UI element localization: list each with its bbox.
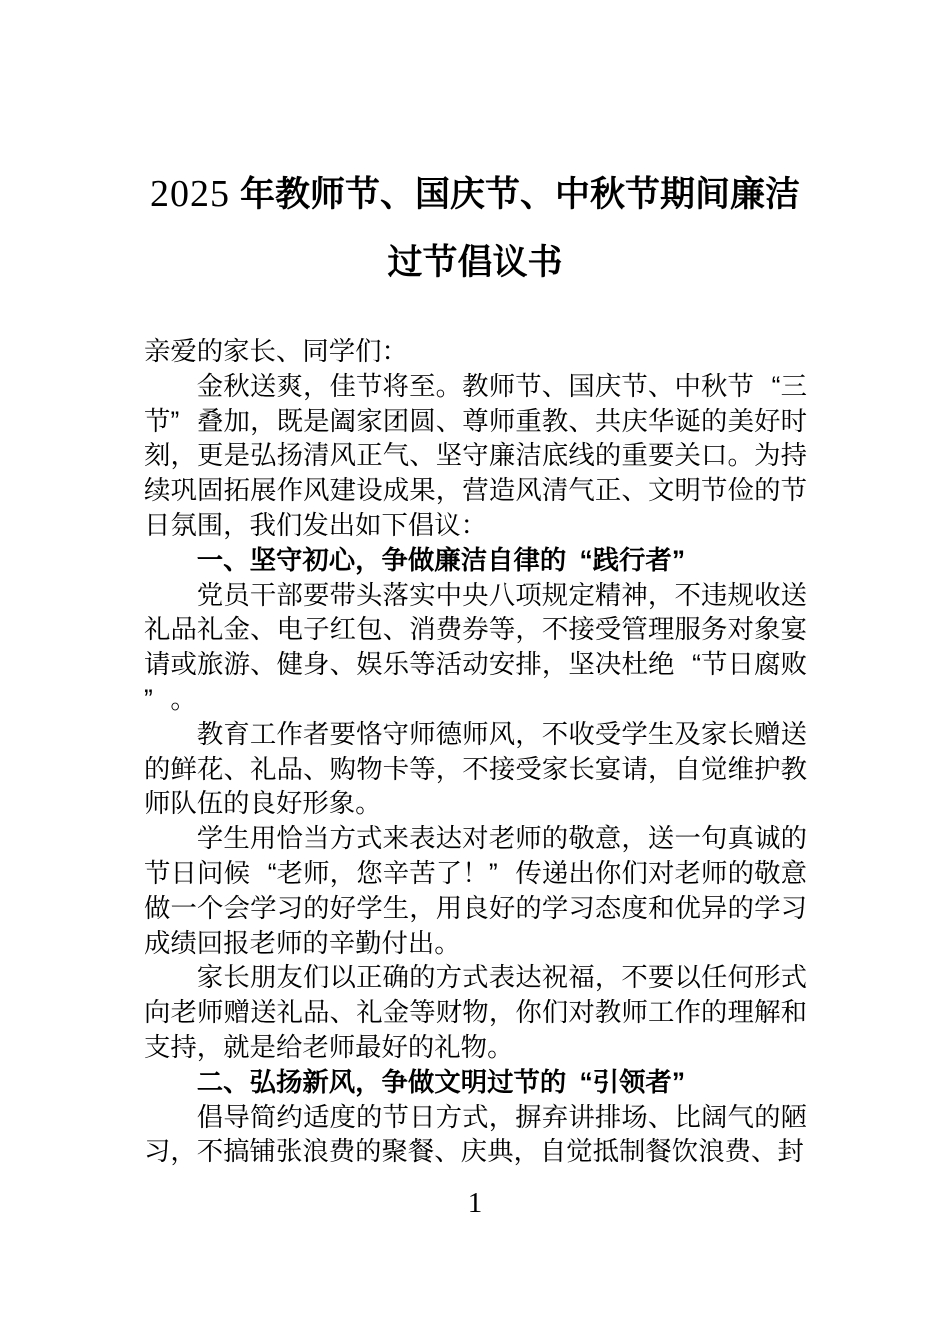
body-paragraph: 教育工作者要恪守师德师风，不收受学生及家长赠送的鲜花、礼品、购物卡等，不接受家长宴请，自觉维护教师队伍的良好形象。 xyxy=(144,718,807,819)
section-heading: 二、弘扬新风，争做文明过节的 “引领者” xyxy=(144,1065,807,1100)
body-paragraph: 倡导简约适度的节日方式，摒弃讲排场、比阔气的陋习，不搞铺张浪费的聚餐、庆典，自觉抵制餐饮浪费、封 xyxy=(144,1101,807,1167)
fullwidth-open-quote: “ xyxy=(692,649,701,680)
fullwidth-open-quote: “ xyxy=(771,370,781,401)
fullwidth-close-quote: ” xyxy=(144,683,153,714)
body-paragraph: 学生用恰当方式来表达对老师的敬意，送一句真诚的节日问候 “老师，您辛苦了！” 传递出你们对老师的敬意做一个会学习的好学生，用良好的学习态度和优异的学习成绩回报老师的辛勤付出。 xyxy=(144,823,808,958)
body-paragraph: 党员干部要带头落实中央八项规定精神，不违规收送礼品礼金、电子红包、消费券等，不接受管理服务对象宴请或旅游、健身、娱乐等活动安排，坚决杜绝 “节日腐败” 。 xyxy=(144,578,807,717)
fullwidth-close-quote: ” xyxy=(170,405,180,436)
salutation: 亲爱的家长、同学们： xyxy=(144,336,408,366)
page-number: 1 xyxy=(467,1187,483,1219)
fullwidth-close-quote: ” xyxy=(671,544,686,575)
title-line-2: 过节倡议书 xyxy=(387,243,563,282)
section-heading: 一、坚守初心，争做廉洁自律的 “践行者” xyxy=(144,543,807,578)
fullwidth-open-quote: “ xyxy=(579,1066,593,1097)
body-paragraph: 金秋送爽，佳节将至。教师节、国庆节、中秋节 “三节” 叠加，既是阖家团圆、尊师重教、共庆华诞的美好时刻，更是弘扬清风正气、坚守廉洁底线的重要关口。为持续巩固拓展作风建设成果，营造风清气正、文明节俭的节日氛围，我们发出如下倡议： xyxy=(144,370,808,540)
title-line-1 xyxy=(0,160,950,229)
fullwidth-close-quote: ” xyxy=(488,857,498,888)
fullwidth-close-quote: ” xyxy=(671,1066,686,1097)
title-year: 2025 xyxy=(149,173,230,215)
title-line-1-text: 年教师节、国庆节、中秋节期间廉洁 xyxy=(239,175,800,214)
fullwidth-open-quote: “ xyxy=(267,857,277,888)
document-body xyxy=(144,334,807,1169)
document-title xyxy=(0,160,950,297)
fullwidth-open-quote: “ xyxy=(579,544,593,575)
body-paragraph: 家长朋友们以正确的方式表达祝福，不要以任何形式向老师赠送礼品、礼金等财物，你们对教师工作的理解和支持，就是给老师最好的礼物。 xyxy=(144,962,807,1062)
